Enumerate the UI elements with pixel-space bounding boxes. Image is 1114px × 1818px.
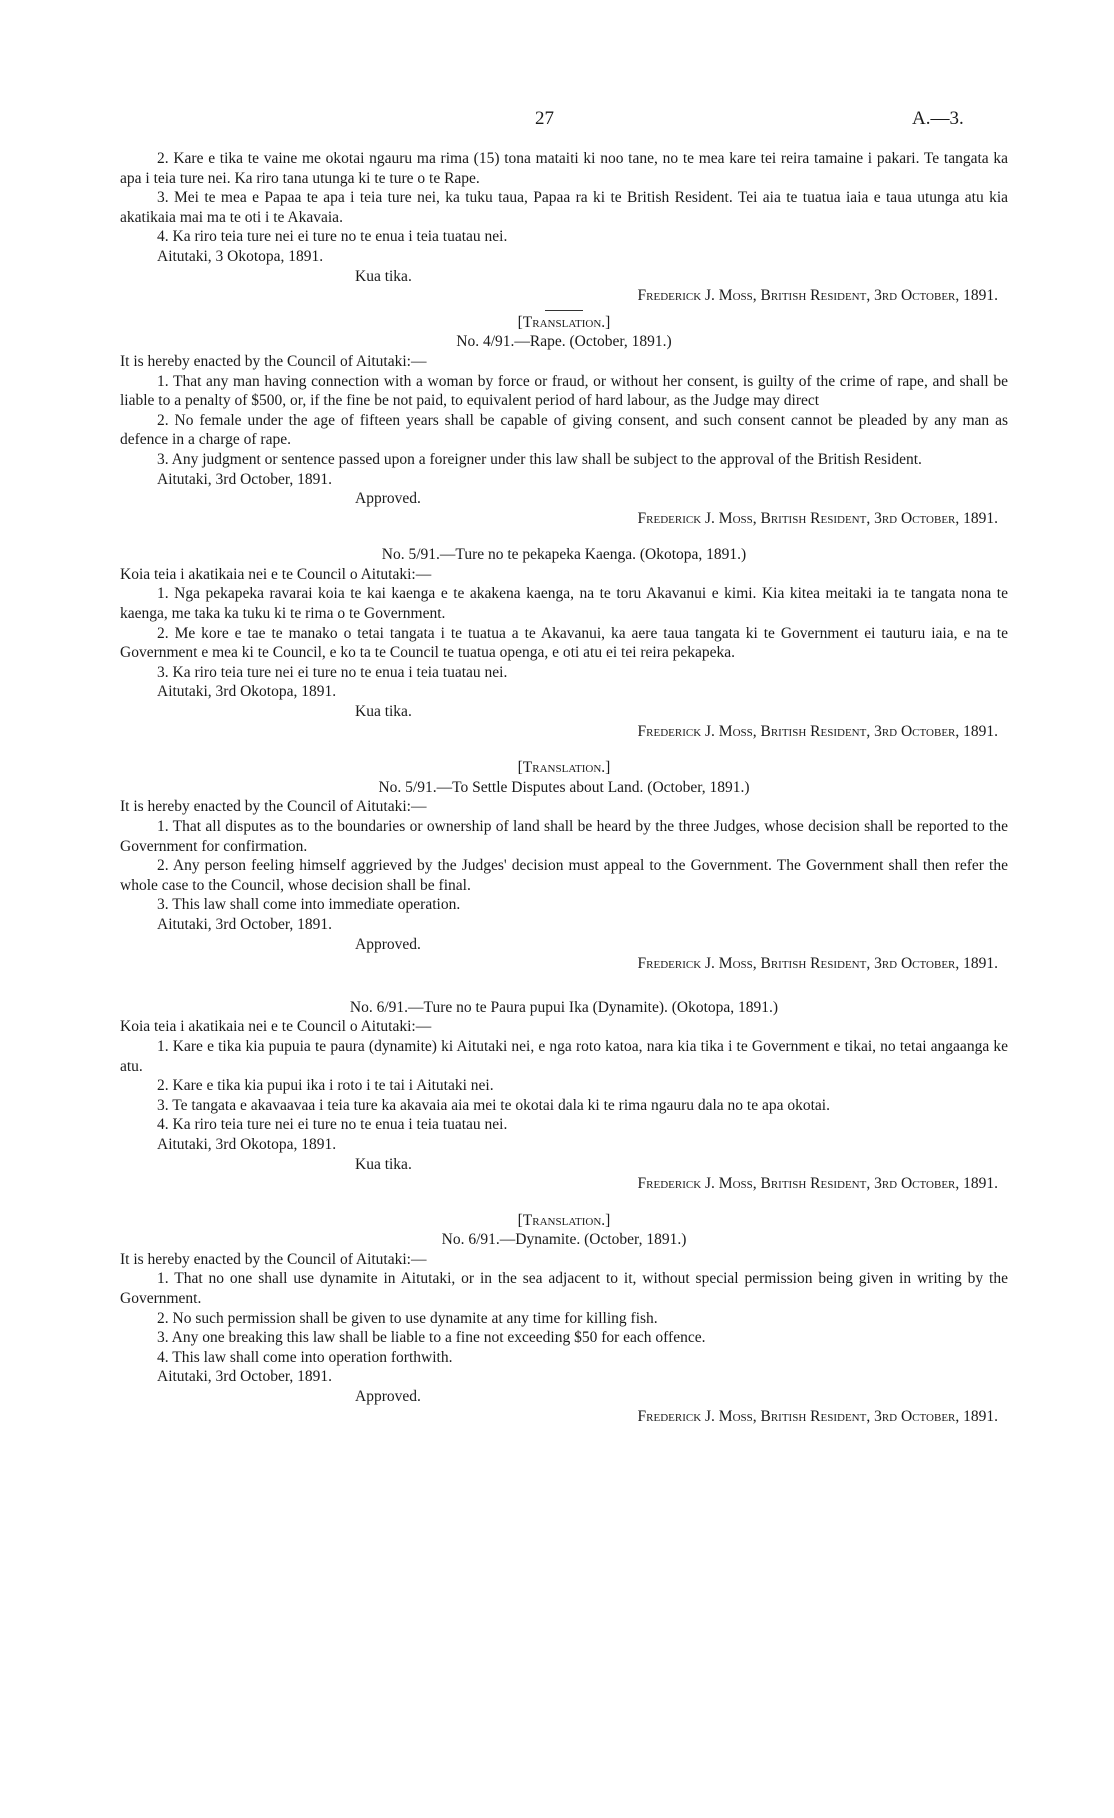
section-gap xyxy=(120,528,1008,545)
page-number: 27 xyxy=(535,108,554,129)
signature: Frederick J. Moss, British Resident, 3rd October, 1891. xyxy=(637,1175,998,1193)
section-gap xyxy=(120,741,1008,758)
enactment-line: It is hereby enacted by the Council of Aitutaki:— xyxy=(120,352,427,370)
section-gap xyxy=(120,974,1008,998)
ordinance-title: No. 4/91.—Rape. (October, 1891.) xyxy=(456,333,672,351)
clause: 2. Me kore e tae te manako o tetai tangata i te tuatua a te Akavanui, ka aere taua tangata ki te Government ei tauturu iaia, e na te Government e mea ki te Council, e ko ta te Council te tuatua openga, e oti atu ei tei reira pekapeka. xyxy=(120,624,1008,662)
ordinance-title: No. 6/91.—Ture no te Paura pupui Ika (Dynamite). (Okotopa, 1891.) xyxy=(349,998,779,1016)
place-date: Aitutaki, 3rd October, 1891. xyxy=(157,470,333,488)
clause: 2. No such permission shall be given to use dynamite at any time for killing fish. xyxy=(157,1309,658,1327)
clause: 1. Nga pekapeka ravarai koia te kai kaenga e te akakena kaenga, na te toru Akavanui e kimi. Kia kitea meitaki ia te tangata nona te kaenga, me taka ka tuku ki te rima o te Government. xyxy=(120,585,1008,623)
place-date: Aitutaki, 3rd October, 1891. xyxy=(157,915,333,933)
signature: Frederick J. Moss, British Resident, 3rd October, 1891. xyxy=(637,509,998,527)
place-date: Aitutaki, 3 Okotopa, 1891. xyxy=(157,247,324,265)
enactment-line: It is hereby enacted by the Council of Aitutaki:— xyxy=(120,798,427,816)
divider-rule xyxy=(545,310,583,311)
clause: 3. Any judgment or sentence passed upon a foreigner under this law shall be subject to the approval of the British Resident. xyxy=(157,450,922,468)
signature: Frederick J. Moss, British Resident, 3rd October, 1891. xyxy=(637,1407,998,1425)
translation-heading: [Translation.] xyxy=(517,1211,611,1229)
signature: Frederick J. Moss, British Resident, 3rd October, 1891. xyxy=(637,722,998,740)
section-gap xyxy=(120,1194,1008,1211)
enactment-line: Koia teia i akatikaia nei e te Council o Aitutaki:— xyxy=(120,1018,432,1036)
ordinance-title: No. 5/91.—To Settle Disputes about Land. (October, 1891.) xyxy=(378,778,750,796)
ordinance-title: No. 6/91.—Dynamite. (October, 1891.) xyxy=(441,1231,687,1249)
clause: 3. Te tangata e akavaavaa i teia ture ka akavaia aia mei te okotai dala ki te rima ngauru dala no te apa okotai. xyxy=(157,1096,830,1114)
assent: Kua tika. xyxy=(355,1155,412,1173)
clause: 1. That any man having connection with a woman by force or fraud, or without her consent, is guilty of the crime of rape, and shall be liable to a penalty of $500, or, if the fine be not paid, to equivalent period of hard labour, as the Judge may direct xyxy=(120,372,1008,410)
signature: Frederick J. Moss, British Resident, 3rd October, 1891. xyxy=(637,955,998,973)
translation-heading: [Translation.] xyxy=(517,759,611,777)
place-date: Aitutaki, 3rd Okotopa, 1891. xyxy=(157,1135,337,1153)
place-date: Aitutaki, 3rd October, 1891. xyxy=(157,1368,333,1386)
enactment-line: It is hereby enacted by the Council of Aitutaki:— xyxy=(120,1250,427,1268)
approval: Approved. xyxy=(355,1388,421,1406)
place-date: Aitutaki, 3rd Okotopa, 1891. xyxy=(157,683,337,701)
assent: Kua tika. xyxy=(355,267,412,285)
clause: 3. Ka riro teia ture nei ei ture no te enua i teia tuatau nei. xyxy=(157,663,508,681)
enactment-line: Koia teia i akatikaia nei e te Council o Aitutaki:— xyxy=(120,565,432,583)
translation-heading: [Translation.] xyxy=(517,313,611,331)
assent: Kua tika. xyxy=(355,703,412,721)
clause: 1. Kare e tika kia pupuia te paura (dynamite) ki Aitutaki nei, e nga roto katoa, nara kia tika i te Government e tikai, no tetai angaanga ke atu. xyxy=(120,1037,1008,1075)
clause: 2. No female under the age of fifteen years shall be capable of giving consent, and such consent cannot be pleaded by any man as defence in a charge of rape. xyxy=(120,411,1008,449)
clause: 4. Ka riro teia ture nei ei ture no te enua i teia tuatau nei. xyxy=(157,1116,508,1134)
clause: 4. This law shall come into operation forthwith. xyxy=(157,1348,453,1366)
signature: Frederick J. Moss, British Resident, 3rd October, 1891. xyxy=(637,287,998,305)
clause: 2. Kare e tika te vaine me okotai ngauru ma rima (15) tona mataiti ki noo tane, no te mea kare tei reira tamaine i pakari. Te tangata ka apa i teia ture nei. Ka riro tana utunga ki te ture o te Rape. xyxy=(120,150,1008,187)
clause: 3. This law shall come into immediate operation. xyxy=(157,896,461,914)
clause: 1. That all disputes as to the boundaries or ownership of land shall be heard by the three Judges, whose decision shall be reported to the Government for confirmation. xyxy=(120,818,1008,855)
document-body xyxy=(120,149,1008,1426)
document-reference: A.—3. xyxy=(912,108,964,129)
clause: 4. Ka riro teia ture nei ei ture no te enua i teia tuatau nei. xyxy=(157,228,508,246)
clause: 3. Any one breaking this law shall be liable to a fine not exceeding $50 for each offence. xyxy=(157,1329,706,1347)
clause: 2. Kare e tika kia pupui ika i roto i te tai i Aitutaki nei. xyxy=(157,1077,494,1095)
clause: 3. Mei te mea e Papaa te apa i teia ture nei, ka tuku taua, Papaa ra ki te British Resident. Tei aia te tuatua iaia e taua utunga atu kia akatikaia mai ma te oti i te Akavaia. xyxy=(120,189,1008,226)
approval: Approved. xyxy=(355,490,421,508)
approval: Approved. xyxy=(355,935,421,953)
ordinance-title: No. 5/91.—Ture no te pekapeka Kaenga. (Okotopa, 1891.) xyxy=(381,546,747,564)
clause: 1. That no one shall use dynamite in Aitutaki, or in the sea adjacent to it, without special permission being given in writing by the Government. xyxy=(120,1270,1008,1308)
clause: 2. Any person feeling himself aggrieved by the Judges' decision must appeal to the Government. The Government shall then refer the whole case to the Council, whose decision shall be final. xyxy=(120,857,1008,894)
